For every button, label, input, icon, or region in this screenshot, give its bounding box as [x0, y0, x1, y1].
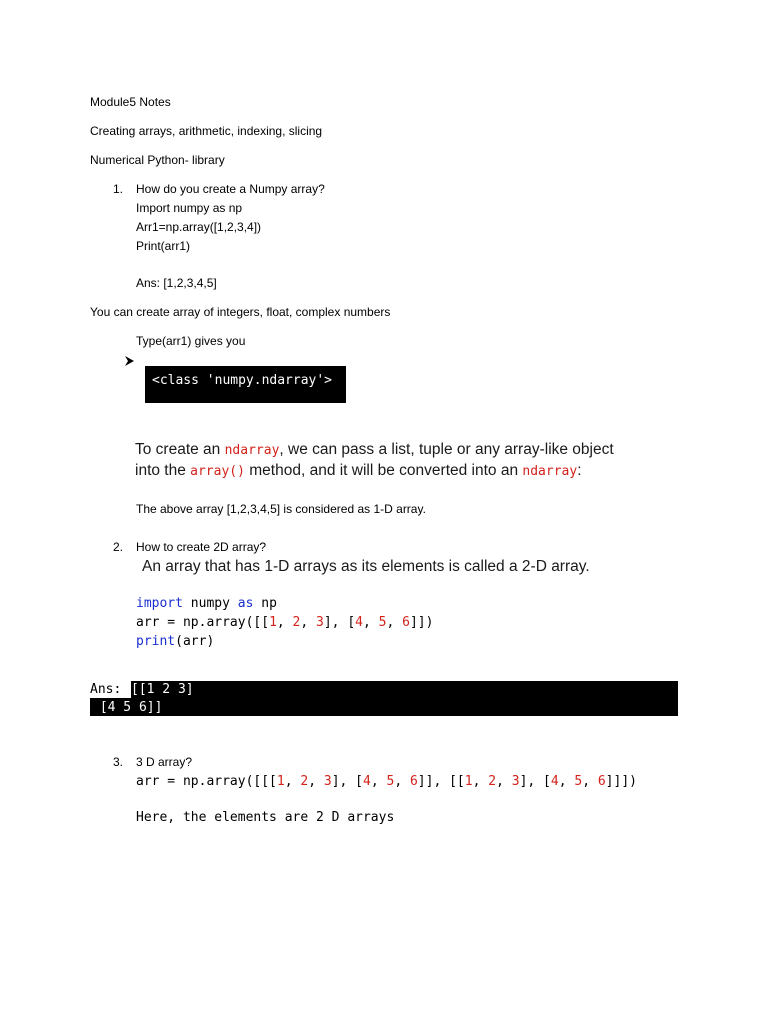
- array-method-inline-code: array(): [190, 464, 245, 479]
- q1-code-line-2: Arr1=np.array([1,2,3,4]): [136, 220, 262, 234]
- types-note: You can create array of integers, float, complex numbers: [90, 305, 391, 319]
- q2-explanation: An array that has 1-D arrays as its elements is called a 2-D array.: [142, 558, 590, 575]
- doc-subtitle: Creating arrays, arithmetic, indexing, slicing: [90, 124, 323, 138]
- doc-title: Module5 Notes: [90, 95, 171, 109]
- intro-text: Numerical Python- library: [90, 153, 225, 167]
- class-output-box: [145, 366, 346, 403]
- ndarray-inline-code: ndarray: [224, 443, 280, 458]
- arrow-bullet-icon: [114, 336, 126, 348]
- q2-ans-bar-top: [131, 681, 678, 698]
- q3-note: Here, the elements are 2 D arrays: [136, 810, 395, 825]
- q3-question: 3 D array?: [136, 755, 193, 769]
- q2-number: 2.: [113, 540, 124, 554]
- ndarray-para-line-1: To create an ndarray, we can pass a list, tuple or any array-like object: [135, 441, 614, 458]
- ndarray-inline-code-2: ndarray: [522, 464, 578, 479]
- q1-code-line-1: Import numpy as np: [136, 201, 243, 215]
- q2-code-line-array: arr = np.array([[1, 2, 3], [4, 5, 6]]): [136, 615, 434, 630]
- one-d-note: The above array [1,2,3,4,5] is considered as 1-D array.: [136, 502, 426, 516]
- q2-ans-line-2: [4 5 6]]: [92, 700, 163, 715]
- q2-code-line-print: print(arr): [136, 634, 215, 649]
- q3-number: 3.: [113, 755, 124, 769]
- q1-answer: Ans: [1,2,3,4,5]: [136, 276, 217, 290]
- ndarray-para-line-2: into the array() method, and it will be converted into an ndarray:: [135, 462, 582, 479]
- bullet-type-text: Type(arr1) gives you: [136, 334, 246, 348]
- q2-ans-label: Ans:: [90, 682, 122, 697]
- class-output-text: <class 'numpy.ndarray'>: [152, 373, 333, 388]
- q2-question: How to create 2D array?: [136, 540, 267, 554]
- q1-code-line-3: Print(arr1): [136, 239, 191, 253]
- q3-code-line: arr = np.array([[[1, 2, 3], [4, 5, 6]], [[1, 2, 3], [4, 5, 6]]]): [136, 774, 637, 789]
- q2-ans-line-1: [[1 2 3]: [131, 682, 194, 697]
- q1-number: 1.: [113, 182, 124, 196]
- q1-question: How do you create a Numpy array?: [136, 182, 325, 196]
- q2-ans-bar-bottom: [90, 698, 678, 716]
- q2-code-line-import: import numpy as np: [136, 596, 277, 611]
